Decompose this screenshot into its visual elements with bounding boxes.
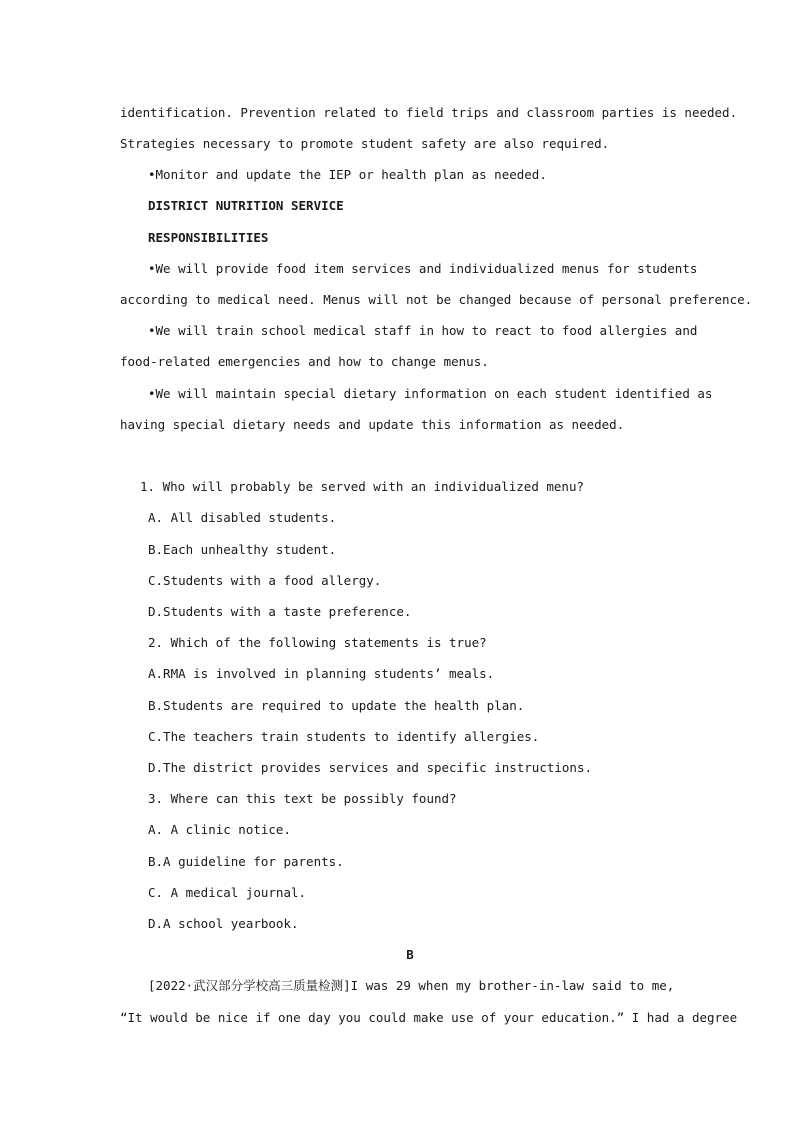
answer-option: A.RMA is involved in planning students’ meals. [148,666,495,681]
answer-option: B.Students are required to update the health plan. [148,698,525,713]
answer-option: A. All disabled students. [148,510,337,525]
bullet-item: •Monitor and update the IEP or health plan as needed. [148,167,547,182]
answer-option: C.Students with a food allergy. [148,573,382,588]
bullet-item: •We will train school medical staff in how to react to food allergies and [148,323,698,338]
section-heading: DISTRICT NUTRITION SERVICE [148,198,344,213]
question-stem: 2. Which of the following statements is true? [148,635,487,650]
answer-option: C. A medical journal. [148,885,307,900]
question-stem: 1. Who will probably be served with an individualized menu? [140,479,585,494]
bullet-item: •We will maintain special dietary information on each student identified as [148,386,713,401]
passage-text-line: food-related emergencies and how to change menus. [120,354,489,369]
bullet-item: •We will provide food item services and individualized menus for students [148,261,698,276]
answer-option: D.A school yearbook. [148,916,299,931]
passage-text-line: [2022·武汉部分学校高三质量检测]I was 29 when my brother-in-law said to me, [148,978,675,993]
answer-option: B.A guideline for parents. [148,854,344,869]
passage-text-line: according to medical need. Menus will not be changed because of personal preference. [120,292,753,307]
answer-option: D.The district provides services and specific instructions. [148,760,593,775]
answer-option: D.Students with a taste preference. [148,604,412,619]
passage-text-line: “It would be nice if one day you could make use of your education.” I had a degree [120,1010,738,1025]
section-b-heading: B [406,947,414,962]
passage-text-line: having special dietary needs and update this information as needed. [120,417,625,432]
answer-option: C.The teachers train students to identify allergies. [148,729,540,744]
section-heading: RESPONSIBILITIES [148,230,269,245]
answer-option: B.Each unhealthy student. [148,542,337,557]
question-stem: 3. Where can this text be possibly found? [148,791,457,806]
passage-text-line: Strategies necessary to promote student safety are also required. [120,136,610,151]
answer-option: A. A clinic notice. [148,822,291,837]
passage-text-line: identification. Prevention related to field trips and classroom parties is needed. [120,105,738,120]
